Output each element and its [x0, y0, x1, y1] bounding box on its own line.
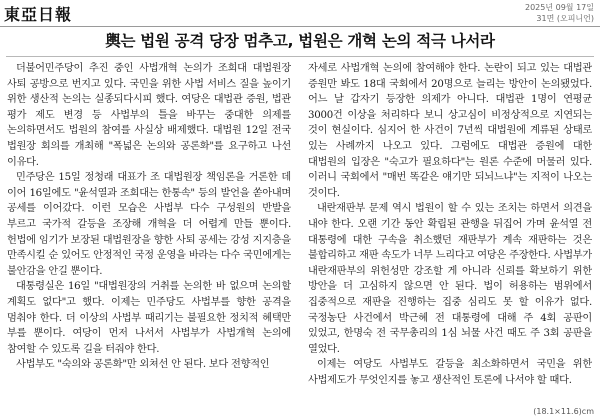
paragraph: 대통령실은 16일 "대법원장의 거취를 논의한 바 없으며 논의할 계획도 없다"고 했다. 이제는 민주당도 사법부를 향한 공격을 멈춰야 한다. 더 이상의 사법부 때리기는 불필요한 정치적 혜택만 부를 뿐이다. 여당이 먼저 나서서 사법부가 사법개혁 논의에 참여할 수 있도록 길을 터줘야 한다.	[7, 281, 291, 355]
article-column-right	[308, 61, 592, 406]
paragraph: 이제는 여당도 사법부도 갈등을 최소화하면서 국민을 위한 사법제도가 무엇인지를 놓고 생산적인 토론에 나서야 할 때다.	[308, 359, 592, 386]
paragraph: 자세로 사법개혁 논의에 참여해야 한다. 논란이 되고 있는 대법관 증원만 봐도 18대 국회에서 20명으로 늘리는 방안이 논의됐었다. 어느 날 갑자기 등장한 의제가 아니다. 대법관 1명이 연평균 3000건 이상을 처리하다 보니 상고심이 비정상적으로 지연되는 것이 현실이다. 심지어 한 사건이 7년씩 대법원에 계류된 상태로 있는 사례까지 나오고 있다. 그럼에도 대법관 증원에 대한 대법원의 입장은 "숙고가 필요하다"는 원론 수준에 머물러 있다. 이러니 국회에서 "매번 똑같은 얘기만 되뇌느냐"는 지적이 나오는 것이다.	[308, 63, 592, 199]
paragraph: 내란재판부 문제 역시 법원이 할 수 있는 조치는 하면서 의견을 내야 한다. 오랜 기간 동안 확립된 관행을 뒤집어 가며 윤석열 전 대통령에 대한 구속을 취소했던 재판부가 계속 재판하는 것은 불합리하고 재판 속도가 너무 느리다고 여당은 주장한다. 사법부가 내란재판부의 위헌성만 강조할 게 아니라 신뢰를 확보하기 위한 방안을 더 고심하지 않으면 안 된다. 법이 허용하는 범위에서 집중적으로 재판을 진행하는 집중 심리도 못 할 이유가 없다. 국정농단 사건에서 박근혜 전 대통령에 대해 주 4회 공판이 있었고, 한명숙 전 국무총리의 1심 뇌물 사건 때도 주 3회 공판을 열었다.	[308, 203, 592, 355]
clipping-size: (18.1×11.6)cm	[533, 407, 594, 416]
article-column-left	[7, 61, 291, 411]
editorial-headline: 輿는 법원 공격 당장 멈추고, 법원은 개혁 논의 적극 나서라	[105, 32, 495, 50]
masthead	[0, 0, 600, 27]
paragraph: 민주당은 15일 정청래 대표가 조 대법원장 책임론을 거론한 데 이어 16일에도 "윤석열과 조희대는 한통속" 등의 발언을 쏟아내며 공세를 이어갔다. 이런 모습은 사법부 다수 구성원의 반발을 부르고 국가적 갈등을 조장해 개혁을 더 어렵게 만들 뿐이다. 헌법에 임기가 보장된 대법원장을 향한 사퇴 공세는 강성 지지층을 만족시킬 순 있어도 안정적인 국정 운영을 바라는 다수 국민에게는 불안감을 안길 뿐이다.	[7, 172, 291, 277]
dateline	[434, 2, 594, 24]
paragraph: 더불어민주당이 추진 중인 사법개혁 논의가 조희대 대법원장 사퇴 공방으로 번지고 있다. 국민을 위한 사법 서비스 질을 높이기 위한 생산적 논의는 실종되다시피 했다. 여당은 대법관 증원, 법관 평가 제도 변경 등 사법부의 틀을 바꾸는 중대한 의제를 논의하면서도 법원의 참여를 사실상 배제했다. 대법원 12일 전국 법원장 회의를 개최해 "폭넓은 논의와 공론화"를 요구하고 나선 이유다.	[7, 63, 291, 168]
paragraph: 사법부도 "숙의와 공론화"만 외쳐선 안 된다. 보다 전향적인	[16, 359, 270, 371]
publication-date: 2025년 09월 17일	[525, 3, 594, 12]
newspaper-logo: 東亞日報	[4, 5, 73, 24]
headline-divider	[6, 56, 594, 57]
page-section: 31면 (오피니언)	[536, 14, 594, 23]
